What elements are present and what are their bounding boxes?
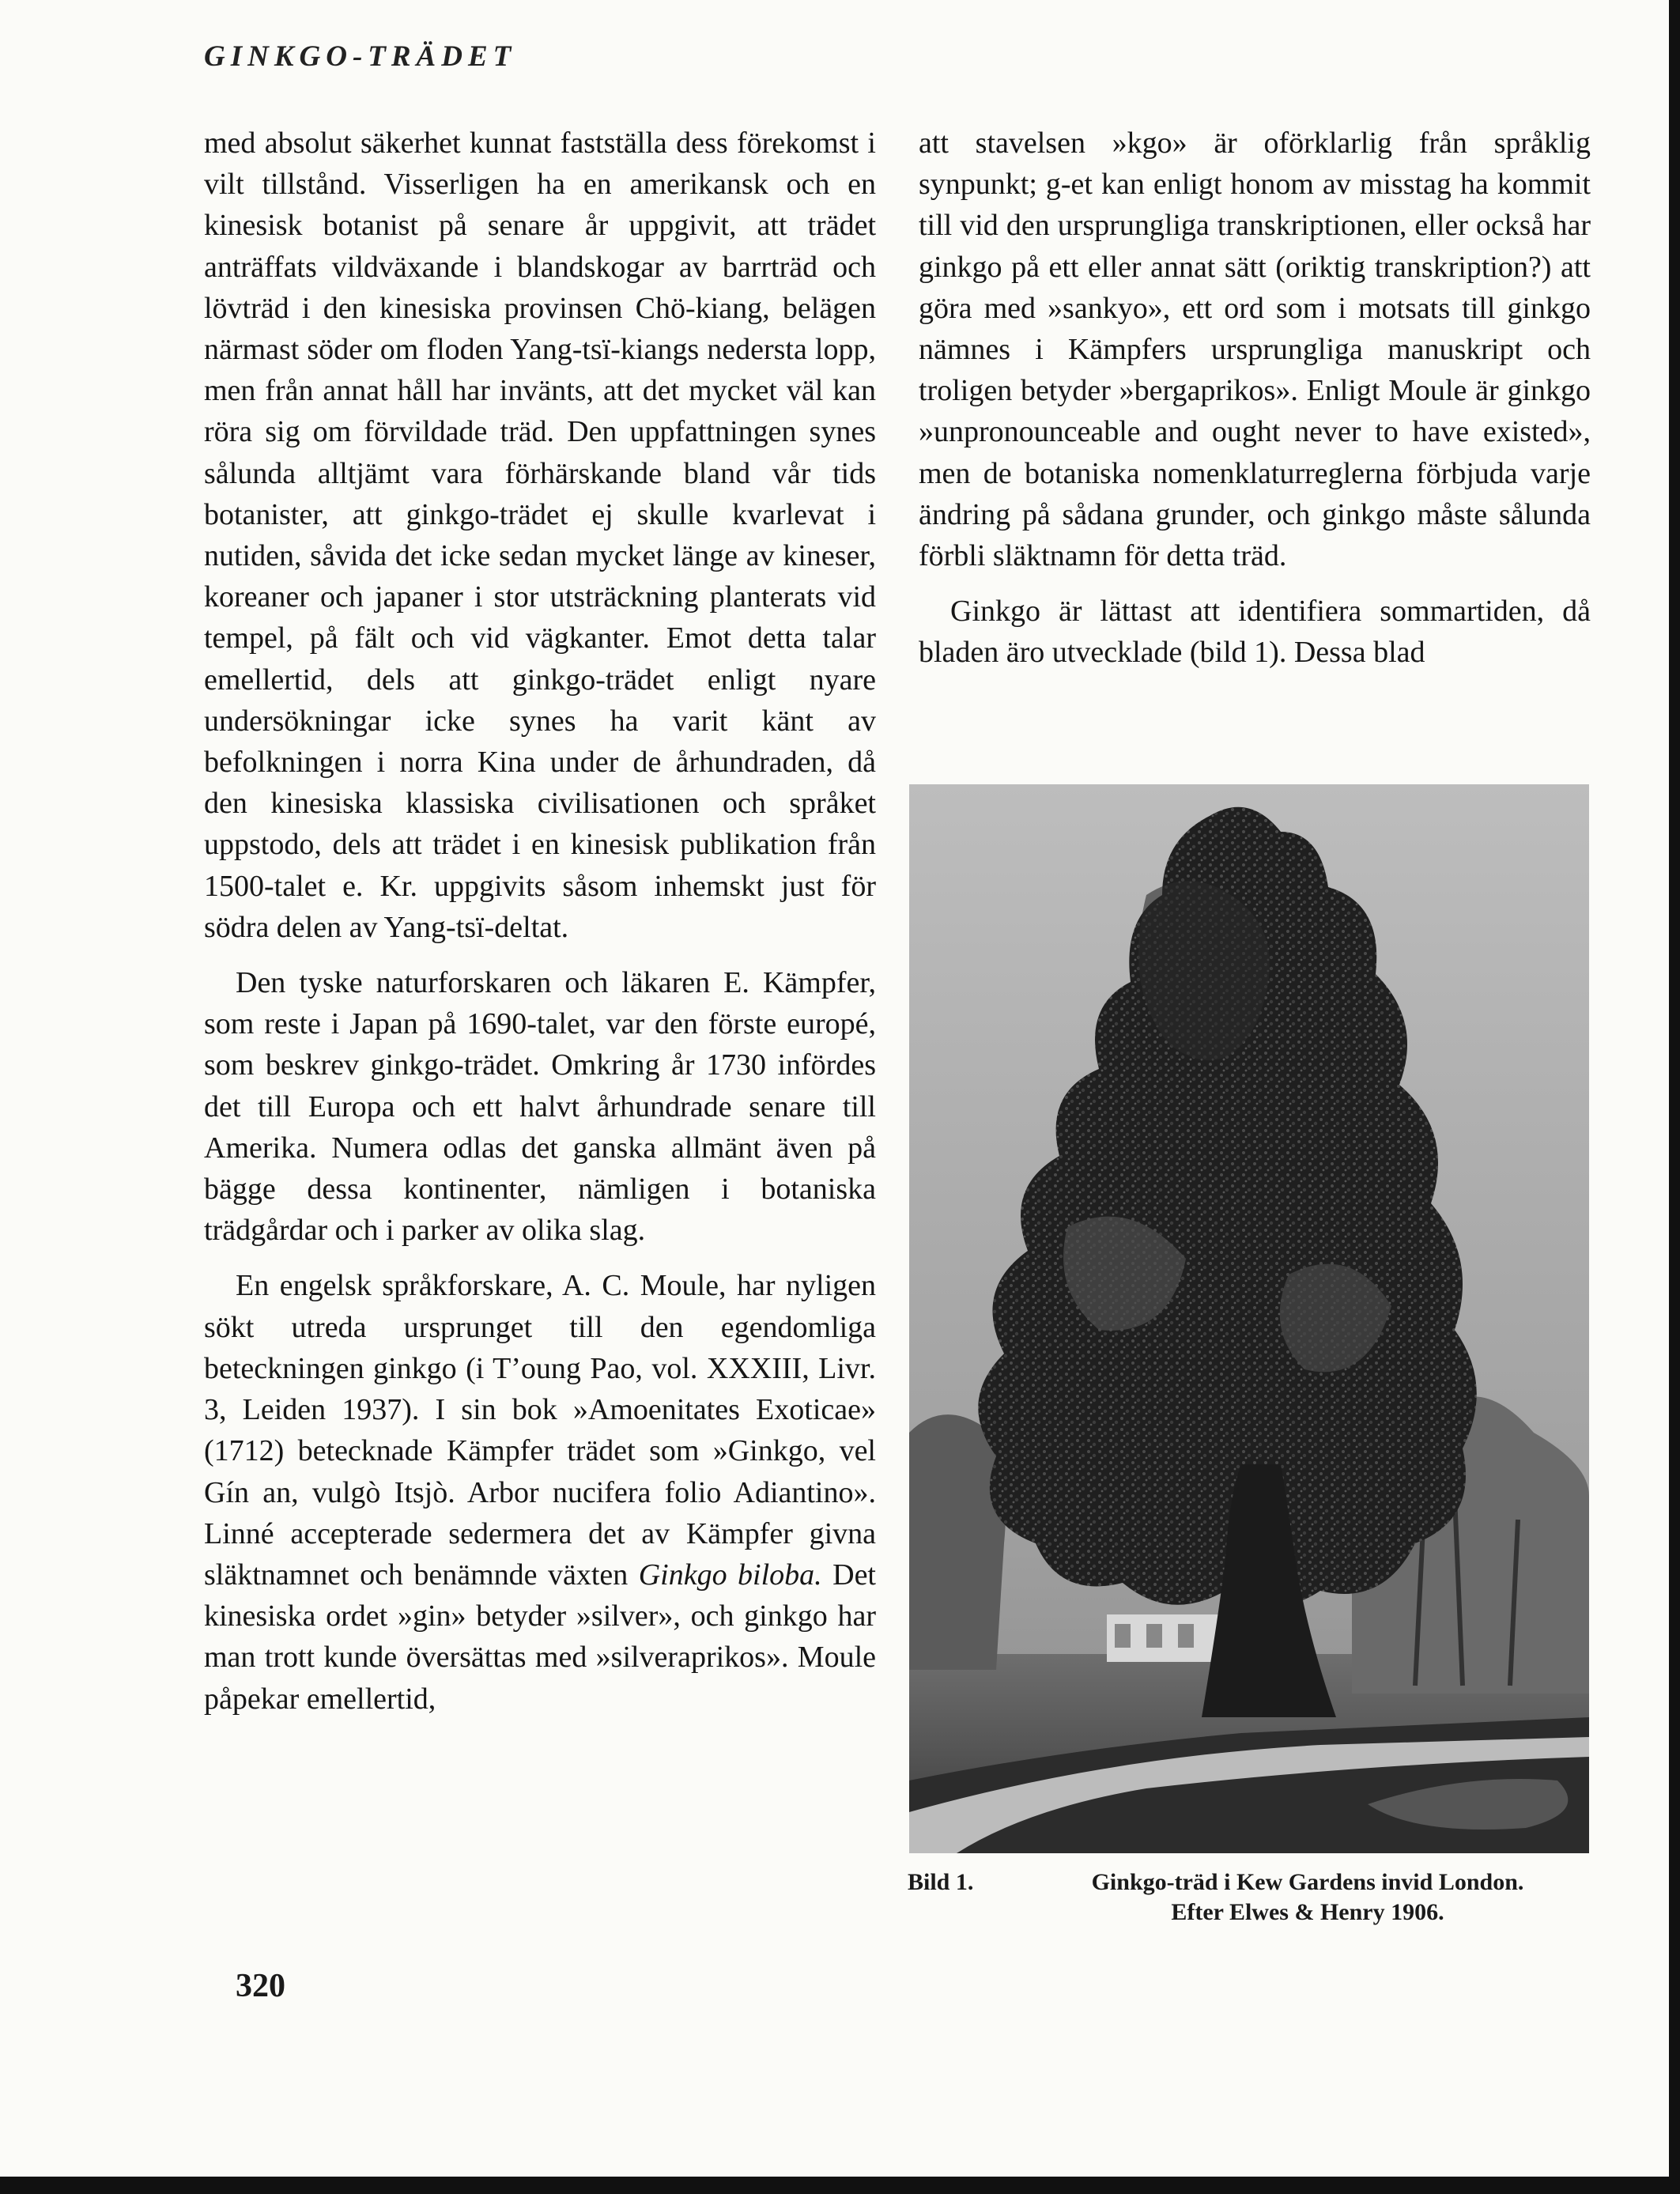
caption-line-1: Ginkgo-träd i Kew Gardens invid London. xyxy=(1091,1869,1524,1895)
figure-caption xyxy=(908,1867,1595,1928)
page-number: 320 xyxy=(236,1968,285,2004)
running-title: GINKGO-TRÄDET xyxy=(204,40,517,73)
scan-edge-right xyxy=(1669,0,1680,2194)
paragraph-continuation: att stavelsen »kgo» är oförklarlig från språklig synpunkt; g-et kan enligt honom av misstag ha kommit till vid den ursprungliga transkriptionen, eller också har ginkgo på ett eller annat sätt (oriktig transkription?) att göra med »sankyo», ett ord som i motsats till ginkgo nämnes i Kämpfers ursprungliga manuskript och troligen betyder »bergaprikos». Enligt Moule är ginkgo »unpronounceable and ought never to have existed», men de botaniska nomenklaturreglerna förbjuda varje ändring på sådana grunder, och ginkgo måste sålunda förbli släktnamn för detta träd. xyxy=(919,127,1591,573)
caption-line-2: Efter Elwes & Henry 1906. xyxy=(1171,1899,1444,1925)
species-name-italic: Ginkgo biloba. xyxy=(638,1558,822,1592)
figure-label: Bild 1. xyxy=(908,1869,974,1895)
paragraph-origin: med absolut säkerhet kunnat fastställa dess förekomst i vilt tillstånd. Visserligen ha en amerikansk och en kinesisk botanist på senare år uppgivit, att trädet anträffats vildväxande i blandskogar av barrträd och lövträd i den kinesiska provinsen Chö-kiang, belägen närmast söder om floden Yang-tsï-kiangs nedersta lopp, men från annat håll har invänts, att det mycket väl kan röra sig om förvildade träd. Den uppfattningen synes sålunda alltjämt vara förhärskande bland vår tids botanister, att ginkgo-trädet ej skulle kvarlevat i nutiden, såvida det icke sedan mycket länge av kineser, koreaner och japaner i stor utsträckning planterats vid tempel, på fält och vid vägkanter. Emot detta talar emellertid, dels att ginkgo-trädet enligt nyare undersökningar icke synes ha varit känt av befolkningen i norra Kina under de århundraden, då den kinesiska klassiska civilisationen och språket uppstodo, dels att trädet i en kinesisk publikation från 1500-talet e. Kr. uppgivits såsom inhemskt just för södra delen av Yang-tsï-deltat. xyxy=(204,127,876,944)
right-column xyxy=(919,123,1591,688)
left-column xyxy=(204,123,876,1734)
scan-edge-bottom xyxy=(0,2177,1680,2194)
paragraph-moule xyxy=(204,1265,876,1719)
paragraph-moule-after: Det kinesiska ordet »gin» betyder »silver», och ginkgo har man trott kunde översättas med »silveraprikos». Moule påpekar emellertid, xyxy=(204,1558,876,1716)
ginkgo-tree-photo xyxy=(909,784,1589,1853)
paragraph-kampfer: Den tyske naturforskaren och läkaren E. Kämpfer, som reste i Japan på 1690-talet, var den förste europé, som beskrev ginkgo-trädet. Omkring år 1730 infördes det till Europa och ett halvt århundrade senare till Amerika. Numera odlas det ganska allmänt även på bägge dessa kontinenter, nämligen i botaniska trädgårdar och i parker av olika slag. xyxy=(204,966,876,1248)
paragraph-identify: Ginkgo är lättast att identifiera sommartiden, då bladen äro utvecklade (bild 1). Dessa blad xyxy=(919,595,1591,670)
paragraph-moule-before: En engelsk språkforskare, A. C. Moule, har nyligen sökt utreda ursprunget till den egendomliga beteckningen ginkgo (i T’oung Pao, vol. XXXIII, Livr. 3, Leiden 1937). I sin bok »Amoenitates Exoticae» (1712) betecknade Kämpfer trädet som »Ginkgo, vel Gín an, vulgò Itsjò. Arbor nucifera folio Adiantino». Linné accepterade sedermera det av Kämpfer givna släktnamnet och benämnde växten xyxy=(204,1269,876,1592)
